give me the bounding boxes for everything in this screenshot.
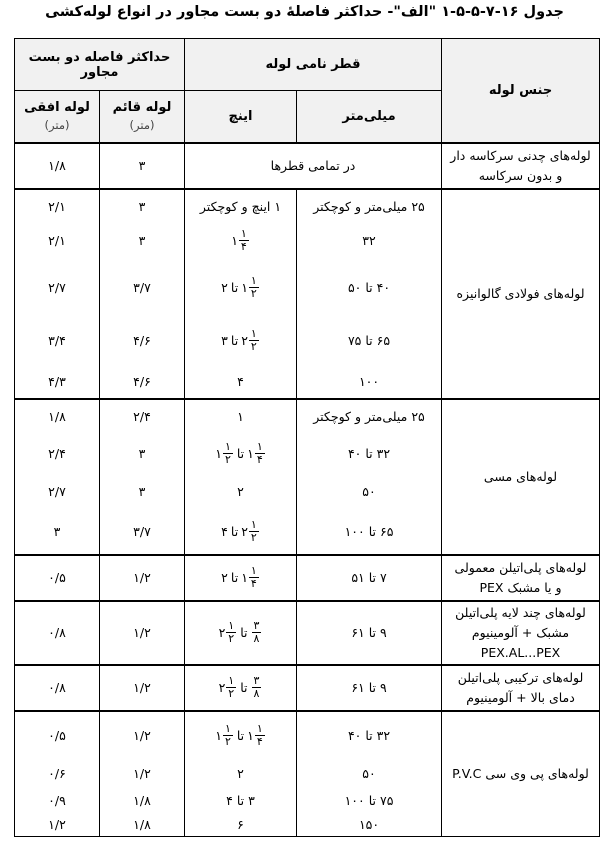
spacing-horizontal: ۲/۷ <box>15 475 100 509</box>
fraction <box>252 620 262 645</box>
pipe-material: لوله‌های پلی‌اتیلن معمولی و یا مشبک PEX <box>442 555 600 601</box>
spacing-horizontal: ۲/۱ <box>15 223 100 259</box>
diameter-mm: ۱۵۰ <box>297 813 442 837</box>
spacing-vertical: ۱/۲ <box>100 665 185 711</box>
spacing-horizontal: ۴/۳ <box>15 365 100 399</box>
fraction <box>255 441 265 466</box>
diameter-all: در تمامی قطرها <box>185 143 442 189</box>
spacing-vertical: ۳/۷ <box>100 509 185 555</box>
fraction-numerator: ۱ <box>256 721 263 735</box>
header-nominal-diameter: قطر نامی لوله <box>185 39 442 91</box>
inch-whole: ۲ <box>218 680 226 695</box>
fraction-denominator: ۲ <box>228 687 235 700</box>
fraction <box>249 275 259 300</box>
diameter-mm: ۶۵ تا ۱۰۰ <box>297 509 442 555</box>
spacing-vertical: ۳ <box>100 143 185 189</box>
fraction-numerator: ۱ <box>228 674 235 687</box>
inch-value <box>219 620 263 645</box>
inch-whole: ۲ <box>241 523 248 539</box>
diameter-inch <box>185 365 297 399</box>
table-row <box>15 665 600 711</box>
fraction <box>223 441 233 466</box>
inch-range-separator: تا <box>230 570 239 585</box>
fraction <box>249 519 259 544</box>
inch-whole: ۱ <box>247 446 254 461</box>
fraction <box>226 675 236 700</box>
inch-value: ۱ <box>237 408 244 424</box>
fraction-numerator: ۱ <box>250 517 257 531</box>
diameter-mm: ۲۵ میلی‌متر و کوچکتر <box>297 189 442 223</box>
header-horizontal-label: لوله افقی <box>24 100 90 116</box>
inch-whole: ۱ <box>215 446 222 461</box>
diameter-mm: ۷۵ تا ۱۰۰ <box>297 789 442 813</box>
fraction-numerator: ۱ <box>240 227 247 240</box>
fraction <box>249 328 259 353</box>
fraction <box>239 228 249 253</box>
inch-whole: ۱ <box>241 570 248 585</box>
fraction-denominator: ۲ <box>228 632 235 645</box>
inch-whole: ۱ <box>215 727 222 743</box>
fraction-denominator: ۸ <box>253 687 260 700</box>
pipe-material: لوله‌های پی وی سی P.V.C <box>442 711 600 837</box>
spacing-vertical: ۴/۶ <box>100 317 185 365</box>
header-vertical-label: لوله قائم <box>112 100 172 116</box>
diameter-inch <box>185 433 297 475</box>
spacing-vertical: ۳ <box>100 189 185 223</box>
inch-value: ۳ تا ۴ <box>226 793 255 808</box>
spacing-vertical: ۱/۲ <box>100 759 185 789</box>
spacing-horizontal: ۰/۶ <box>15 759 100 789</box>
table-body <box>15 143 600 837</box>
fraction-numerator: ۱ <box>250 274 257 287</box>
diameter-mm: ۵۰ <box>297 475 442 509</box>
table-row <box>15 555 600 601</box>
diameter-mm: ۷ تا ۵۱ <box>297 555 442 601</box>
fraction-denominator: ۲ <box>224 734 231 748</box>
inch-to-value: ۲ <box>221 280 228 295</box>
diameter-inch <box>185 399 297 433</box>
inch-value <box>221 565 260 590</box>
diameter-inch <box>185 509 297 555</box>
fraction-denominator: ۲ <box>250 287 257 300</box>
spacing-vertical: ۱/۲ <box>100 711 185 759</box>
fraction-numerator: ۱ <box>250 327 257 340</box>
diameter-inch <box>185 317 297 365</box>
diameter-mm: ۵۰ <box>297 759 442 789</box>
inch-value <box>215 441 266 466</box>
diameter-inch <box>185 665 297 711</box>
spacing-horizontal: ۲/۴ <box>15 433 100 475</box>
fraction-numerator: ۱ <box>256 440 263 453</box>
spacing-horizontal: ۰/۹ <box>15 789 100 813</box>
inch-range-separator: تا <box>240 680 248 695</box>
diameter-inch <box>185 223 297 259</box>
table-row <box>15 189 600 223</box>
diameter-inch <box>185 711 297 759</box>
table-row <box>15 601 600 665</box>
fraction-numerator: ۱ <box>228 619 235 632</box>
inch-range-separator: تا <box>236 446 245 461</box>
inch-value <box>231 228 250 253</box>
spacing-horizontal: ۲/۱ <box>15 189 100 223</box>
header-vertical-unit: (متر) <box>129 118 155 133</box>
inch-range-separator: تا <box>230 280 239 295</box>
spacing-horizontal: ۰/۵ <box>15 711 100 759</box>
inch-whole: ۲ <box>241 333 248 348</box>
diameter-mm: ۹ تا ۶۱ <box>297 665 442 711</box>
header-horizontal-unit: (متر) <box>44 118 70 133</box>
fraction-numerator: ۱ <box>250 564 257 577</box>
diameter-mm: ۲۵ میلی‌متر و کوچکتر <box>297 399 442 433</box>
header-mm: میلی‌متر <box>297 91 442 143</box>
table-header <box>15 39 600 143</box>
inch-value: ۶ <box>237 816 244 832</box>
inch-value: ۲ <box>237 766 244 781</box>
spacing-vertical: ۳ <box>100 433 185 475</box>
spacing-horizontal: ۱/۲ <box>15 813 100 837</box>
inch-value <box>221 328 260 353</box>
spacing-horizontal: ۳/۴ <box>15 317 100 365</box>
inch-to-value: ۲ <box>221 570 228 585</box>
diameter-mm: ۹ تا ۶۱ <box>297 601 442 665</box>
header-material: جنس لوله <box>442 39 600 143</box>
fraction <box>226 620 236 645</box>
diameter-inch <box>185 759 297 789</box>
fraction-denominator: ۸ <box>253 632 260 645</box>
inch-value: ۲ <box>237 484 244 499</box>
header-inch: اینچ <box>185 91 297 143</box>
fraction-numerator: ۳ <box>253 619 260 632</box>
fraction <box>223 723 233 748</box>
diameter-inch <box>185 601 297 665</box>
inch-whole: ۲ <box>218 625 226 640</box>
pipe-material: لوله‌های چند لایه پلی‌اتیلن مشبک + آلومینیوم PEX.AL...PEX <box>442 601 600 665</box>
diameter-inch <box>185 813 297 837</box>
diameter-inch <box>185 259 297 317</box>
spacing-horizontal: ۰/۵ <box>15 555 100 601</box>
spacing-vertical: ۱/۲ <box>100 601 185 665</box>
pipe-material: لوله‌های مسی <box>442 399 600 555</box>
fraction-denominator: ۲ <box>224 453 231 466</box>
diameter-mm: ۳۲ <box>297 223 442 259</box>
inch-value <box>215 723 266 748</box>
inch-value: ۴ <box>237 373 244 389</box>
fraction-denominator: ۴ <box>256 453 263 466</box>
fraction-denominator: ۲ <box>250 340 257 353</box>
spacing-vertical: ۱/۲ <box>100 555 185 601</box>
spacing-vertical: ۳ <box>100 223 185 259</box>
inch-range-separator: تا <box>240 625 248 640</box>
fraction <box>255 723 265 748</box>
header-horizontal <box>15 91 100 143</box>
inch-value <box>221 275 260 300</box>
inch-to-value: ۴ <box>221 523 228 539</box>
diameter-mm: ۳۲ تا ۴۰ <box>297 711 442 759</box>
table-title: جدول ۱۶-۷-۵-۵-۱ "الف"- حداکثر فاصلهٔ دو بست مجاور در انواع لوله‌کشی <box>45 4 564 20</box>
spacing-horizontal: ۰/۸ <box>15 601 100 665</box>
diameter-mm: ۴۰ تا ۵۰ <box>297 259 442 317</box>
spacing-vertical: ۱/۸ <box>100 789 185 813</box>
inch-range-separator: تا <box>230 333 239 348</box>
spacing-vertical: ۳/۷ <box>100 259 185 317</box>
spacing-horizontal: ۳ <box>15 509 100 555</box>
spacing-vertical: ۳ <box>100 475 185 509</box>
diameter-inch <box>185 475 297 509</box>
inch-range-separator: تا <box>236 727 245 743</box>
inch-value <box>219 675 263 700</box>
spacing-horizontal: ۰/۸ <box>15 665 100 711</box>
inch-to-value: ۳ <box>221 333 228 348</box>
header-vertical <box>100 91 185 143</box>
fraction-numerator: ۱ <box>224 440 231 453</box>
pipe-material: لوله‌های ترکیبی پلی‌اتیلن دمای بالا + آلومینیوم <box>442 665 600 711</box>
fraction-numerator: ۳ <box>253 674 260 687</box>
diameter-mm: ۳۲ تا ۴۰ <box>297 433 442 475</box>
pipe-material: لوله‌های فولادی گالوانیزه <box>442 189 600 399</box>
inch-value <box>221 519 260 544</box>
spacing-horizontal: ۱/۸ <box>15 399 100 433</box>
inch-whole: ۱ <box>247 727 254 743</box>
fraction-denominator: ۲ <box>250 530 257 544</box>
table-row <box>15 711 600 759</box>
fraction-numerator: ۱ <box>224 721 231 735</box>
diameter-inch <box>185 189 297 223</box>
diameter-inch <box>185 555 297 601</box>
pipe-support-spacing-table <box>14 38 600 837</box>
spacing-vertical: ۲/۴ <box>100 399 185 433</box>
fraction <box>249 565 259 590</box>
pipe-material: لوله‌های چدنی سرکاسه دار و بدون سرکاسه <box>442 143 600 189</box>
fraction-denominator: ۴ <box>250 577 257 590</box>
fraction <box>252 675 262 700</box>
diameter-mm: ۱۰۰ <box>297 365 442 399</box>
spacing-vertical: ۴/۶ <box>100 365 185 399</box>
inch-whole: ۱ <box>241 280 248 295</box>
inch-range-separator: تا <box>230 523 239 539</box>
spacing-horizontal: ۲/۷ <box>15 259 100 317</box>
table-row <box>15 399 600 433</box>
inch-whole: ۱ <box>231 233 238 248</box>
inch-value: ۱ اینچ و کوچکتر <box>199 198 282 214</box>
diameter-mm: ۶۵ تا ۷۵ <box>297 317 442 365</box>
fraction-denominator: ۴ <box>256 734 263 748</box>
spacing-horizontal: ۱/۸ <box>15 143 100 189</box>
spacing-vertical: ۱/۸ <box>100 813 185 837</box>
table-row <box>15 143 600 189</box>
header-max-spacing: حداکثر فاصله دو بست مجاور <box>15 39 185 91</box>
diameter-inch <box>185 789 297 813</box>
fraction-denominator: ۴ <box>240 240 247 253</box>
